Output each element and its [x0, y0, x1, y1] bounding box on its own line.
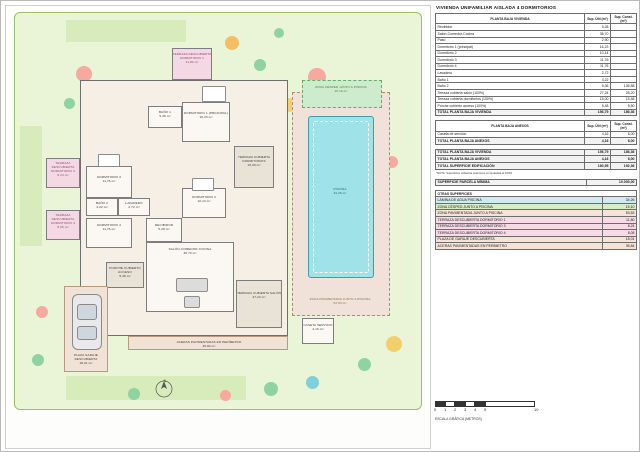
dormitorio-1-label	[182, 112, 230, 120]
row-label: TOTAL SUPERFICIE EDIFICACIÓN	[436, 162, 585, 169]
row-value: 35,84	[603, 243, 637, 250]
car-window-icon	[77, 304, 97, 320]
row-util: 4,22	[585, 76, 611, 83]
scc-title: SALÓN-COMEDOR-COCINA	[168, 247, 212, 251]
total-const: 6,00	[611, 138, 637, 145]
dormitorio-4-label	[86, 224, 132, 232]
row-util: 4,16	[585, 131, 611, 138]
pool-area: 34,26 m²	[333, 190, 347, 195]
row-label: Porche cubierto acceso (100%)	[436, 103, 585, 110]
row-label: TOTAL PLANTA BAJA VIVIENDA	[436, 149, 585, 156]
row-util: 15,00	[585, 96, 611, 103]
row-value: 18,01	[603, 236, 637, 243]
tdd3-area: 8,24 m²	[57, 172, 69, 177]
superficies-note: *NOTA: Superficies cubiertas exteriores computadas al 100%	[436, 170, 513, 175]
row-value: 11,80	[603, 217, 637, 224]
row-label: TOTAL PLANTA BAJA ANEXOS	[436, 156, 585, 163]
lavadero-label	[118, 202, 150, 210]
row-util: 10,14	[585, 50, 611, 57]
terraza-descubierta-dormitorio-1-label	[172, 53, 212, 65]
d4-area: 11,76 m²	[102, 226, 116, 231]
terraza-descubierta-dormitorio-3-label	[46, 162, 80, 177]
row-const: 136,88	[611, 83, 637, 90]
row-label: Caseta de servicio	[436, 131, 585, 138]
graphic-scale	[435, 401, 625, 441]
row-const: 5,80	[611, 103, 637, 110]
terraza-descubierta-dormitorio-4-label	[46, 214, 80, 229]
tree-icon	[358, 358, 371, 371]
zcp-title: ZONA CÉSPED JUNTO A PISCINA	[315, 85, 367, 89]
row-util: 156,79	[585, 149, 611, 156]
col-sup-const: Sup. Const. (m²)	[611, 14, 637, 24]
table-total-row	[436, 109, 637, 116]
row-const: 6,00	[611, 131, 637, 138]
zona-pavimentada-label	[294, 298, 386, 306]
row-util: 11,76	[585, 63, 611, 70]
bed-icon	[192, 178, 214, 191]
col-sup-util: Sup. Útil (m²)	[585, 121, 611, 131]
d4-title: DORMITORIO 4	[97, 223, 121, 227]
scale-tick: 4	[474, 407, 477, 412]
row-util: 27,24	[585, 90, 611, 97]
row-util: 5,48	[585, 103, 611, 110]
bano-1-label	[148, 111, 182, 119]
b2-title: BAÑO 2	[96, 201, 108, 205]
col-sup-util: Sup. Útil (m²)	[585, 14, 611, 24]
tree-icon	[274, 28, 284, 38]
tcs-title: TERRAZA CUBIERTA SALÓN	[237, 291, 281, 295]
bed-icon	[98, 154, 120, 167]
row-label: ACERAS PAVIMENTADAS EN PERÍMETRO	[436, 243, 603, 250]
row-const: 15,48	[611, 96, 637, 103]
table-row	[436, 179, 637, 186]
table-row	[436, 243, 637, 250]
row-value: 53,53	[603, 210, 637, 217]
row-label: ZONA CÉSPED JUNTO A PISCINA	[436, 203, 603, 210]
table-planta-baja-anexos	[435, 120, 637, 145]
plaza-garaje-label	[64, 354, 108, 366]
table-row	[436, 162, 637, 169]
lav-title: LAVADERO	[125, 201, 143, 205]
terraza-cubierta-salon	[236, 280, 282, 328]
row-label: TERRAZA DESCUBIERTA DORMITORIO 3	[436, 223, 603, 230]
cs-area: 4,16 m²	[312, 326, 324, 331]
row-label: Lavadero	[436, 70, 585, 77]
piscina-label	[308, 188, 372, 196]
row-util: 4,16	[585, 156, 611, 163]
row-util: 38,70	[585, 30, 611, 37]
tree-icon	[254, 59, 266, 71]
gar-title: PLAZA GARAJE DESCUBIERTA	[73, 353, 99, 361]
scc-area: 38,70 m²	[183, 250, 197, 255]
row-value: 8,24	[603, 223, 637, 230]
d2-area: 10,14 m²	[197, 198, 211, 203]
row-label: Salón-Comedor-Cocina	[436, 30, 585, 37]
tdd1-title: TERRAZA DESCUBIERTA DORMITORIO 1	[172, 52, 212, 60]
pool-title: PISCINA	[333, 187, 347, 191]
scale-caption: ESCALA GRÁFICA (METROS)	[435, 417, 482, 421]
table-planta-baja-vivienda	[435, 13, 637, 116]
d2-title: DORMITORIO 2	[192, 195, 216, 199]
table-superficie-parcela	[435, 179, 637, 187]
garden-north	[66, 20, 186, 42]
col-planta-baja-anexos: PLANTA BAJA ANEXOS	[436, 121, 585, 131]
row-value: 15,10	[603, 203, 637, 210]
caseta-servicio-label	[302, 324, 334, 332]
row-const: 6,00	[611, 156, 637, 163]
table-icon	[184, 296, 200, 308]
row-label: Terraza cubierta salón (100%)	[436, 90, 585, 97]
rec-title: RECIBIDOR	[154, 223, 174, 227]
row-label: LÁMINA DE AGUA PISCINA	[436, 197, 603, 204]
total-util: 156,79	[585, 109, 611, 116]
row-value: 8,05	[603, 230, 637, 237]
zona-cesped-label	[302, 86, 380, 94]
dormitorio-3-label	[86, 176, 132, 184]
total-const: 186,36	[611, 109, 637, 116]
scale-tick: 3	[464, 407, 467, 412]
tree-icon	[36, 306, 48, 318]
salon-comedor-cocina-label	[152, 248, 228, 256]
d3-title: DORMITORIO 3	[97, 175, 121, 179]
tdd4-area: 8,05 m²	[57, 224, 69, 229]
terraza-cubierta-dormitorios-label	[234, 156, 274, 168]
row-label: Baño 1	[436, 76, 585, 83]
north-label	[162, 378, 168, 383]
tdd3-title: TERRAZA DESCUBIERTA DORMITORIO 3	[51, 161, 75, 173]
total-label: TOTAL PLANTA BAJA VIVIENDA	[436, 109, 585, 116]
gar-area: 18,01 m²	[79, 360, 93, 365]
scale-tick: 1	[444, 407, 447, 412]
row-util: 5,36	[585, 83, 611, 90]
row-value: 34,26	[603, 197, 637, 204]
parcela-label: SUPERFICIE PARCELA MÍNIMA	[436, 179, 587, 186]
col-sup-const: Sup. Const. (m²)	[611, 121, 637, 131]
floor-plan-panel	[5, 5, 431, 449]
row-util: 2,72	[585, 70, 611, 77]
row-label: Dormitorio 3	[436, 57, 585, 64]
tdd1-area: 11,80 m²	[185, 59, 199, 64]
car-window-icon	[77, 326, 97, 340]
row-label: PLAZA DE GARAJE DESCUBIERTA	[436, 236, 603, 243]
garden-west	[20, 126, 42, 246]
b1-title: BAÑO 1	[159, 110, 171, 114]
dormitorio-1-principal	[182, 102, 230, 142]
zpp-title: ZONA PAVIMENTADA JUNTO A PISCINA	[309, 297, 371, 301]
tcd-title: TERRAZA CUBIERTA DORMITORIOS	[237, 155, 271, 163]
piscina-inner-outline	[313, 121, 369, 273]
tree-icon	[306, 376, 319, 389]
d1-area: 16,23 m²	[199, 114, 213, 119]
rec-area: 5,28 m²	[158, 226, 170, 231]
row-const: 28,20	[611, 90, 637, 97]
table-totales	[435, 149, 637, 170]
pca-area: 5,48 m²	[119, 273, 131, 278]
tree-icon	[64, 98, 75, 109]
row-label: Dormitorio 2	[436, 50, 585, 57]
row-label: TERRAZA DESCUBIERTA DORMITORIO 4	[436, 230, 603, 237]
table-otras-superficies	[435, 190, 637, 250]
row-const: 186,36	[611, 149, 637, 156]
scale-tick: 0	[434, 407, 437, 412]
row-util: 16,23	[585, 44, 611, 51]
b2-area: 4,22 m²	[96, 204, 108, 209]
zpp-area: 53,53 m²	[333, 300, 347, 305]
table-header-row	[436, 14, 637, 24]
north-letter: N	[163, 378, 167, 383]
aceras-title: ACERAS PAVIMENTADAS EN PERÍMETRO	[176, 340, 242, 344]
bed-icon	[202, 86, 226, 102]
row-util: 160,95	[585, 162, 611, 169]
tdd4-title: TERRAZA DESCUBIERTA DORMITORIO 4	[51, 213, 75, 225]
lav-area: 2,72 m²	[128, 204, 140, 209]
cs-title: CASETA SERVICIO	[303, 323, 333, 327]
aceras-pavimentadas-perimetro-label	[144, 341, 274, 349]
total-label: TOTAL PLANTA BAJA ANEXOS	[436, 138, 585, 145]
row-label: Terraza cubierta dormitorios (100%)	[436, 96, 585, 103]
row-label: ZONA PAVIMENTADA JUNTO A PISCINA	[436, 210, 603, 217]
tcd-area: 15,00 m²	[247, 162, 261, 167]
row-label: Dormitorio 4	[436, 63, 585, 70]
north-arrow	[144, 378, 184, 400]
terraza-cubierta-salon-label	[236, 292, 282, 300]
row-label: Paso	[436, 37, 585, 44]
bano-2-label	[86, 202, 118, 210]
tcs-area: 27,24 m²	[252, 294, 266, 299]
d3-area: 11,76 m²	[102, 178, 116, 183]
d1-title: DORMITORIO 1 (PRINCIPAL)	[183, 111, 229, 115]
tree-icon	[264, 382, 278, 396]
tree-icon	[220, 390, 231, 401]
porche-cubierto-acceso-label	[106, 267, 144, 279]
sheet-title: VIVIENDA UNIFAMILIAR AISLADA 4 DORMITORIOS	[436, 5, 557, 10]
row-label: Dormitorio 1 (principal)	[436, 44, 585, 51]
scale-tick: 10	[534, 407, 539, 412]
row-util: 2,90	[585, 37, 611, 44]
tree-icon	[32, 354, 44, 366]
tree-icon	[128, 388, 140, 400]
tree-icon	[386, 336, 402, 352]
row-util: 5,28	[585, 24, 611, 31]
row-label: Recibidor	[436, 24, 585, 31]
table-total-row	[436, 138, 637, 145]
dormitorio-2-label	[182, 196, 226, 204]
scale-tick: 2	[454, 407, 457, 412]
b1-area: 5,36 m²	[159, 113, 171, 118]
recibidor-label	[146, 224, 182, 232]
otras-superficies-title: OTRAS SUPERFICIES	[436, 191, 637, 197]
pca-title: PORCHE CUBIERTO ACCESO	[109, 266, 141, 274]
car-icon	[72, 294, 102, 350]
sofa-icon	[176, 278, 208, 292]
aceras-area: 35,84 m²	[202, 343, 216, 348]
row-label: TERRAZA DESCUBIERTA DORMITORIO 1	[436, 217, 603, 224]
zcp-area: 15,10 m²	[334, 88, 348, 93]
parcela-value: 10.000,00	[587, 179, 637, 186]
scale-tick: 5	[484, 407, 487, 412]
row-label: Baño 2	[436, 83, 585, 90]
row-util: 11,76	[585, 57, 611, 64]
total-util: 4,16	[585, 138, 611, 145]
scale-ticks	[435, 407, 625, 415]
tree-icon	[225, 36, 239, 50]
areas-schedule-panel	[435, 5, 637, 447]
col-planta-baja-vivienda: PLANTA BAJA VIVIENDA	[436, 14, 585, 24]
row-const: 192,36	[611, 162, 637, 169]
table-header-row	[436, 121, 637, 131]
